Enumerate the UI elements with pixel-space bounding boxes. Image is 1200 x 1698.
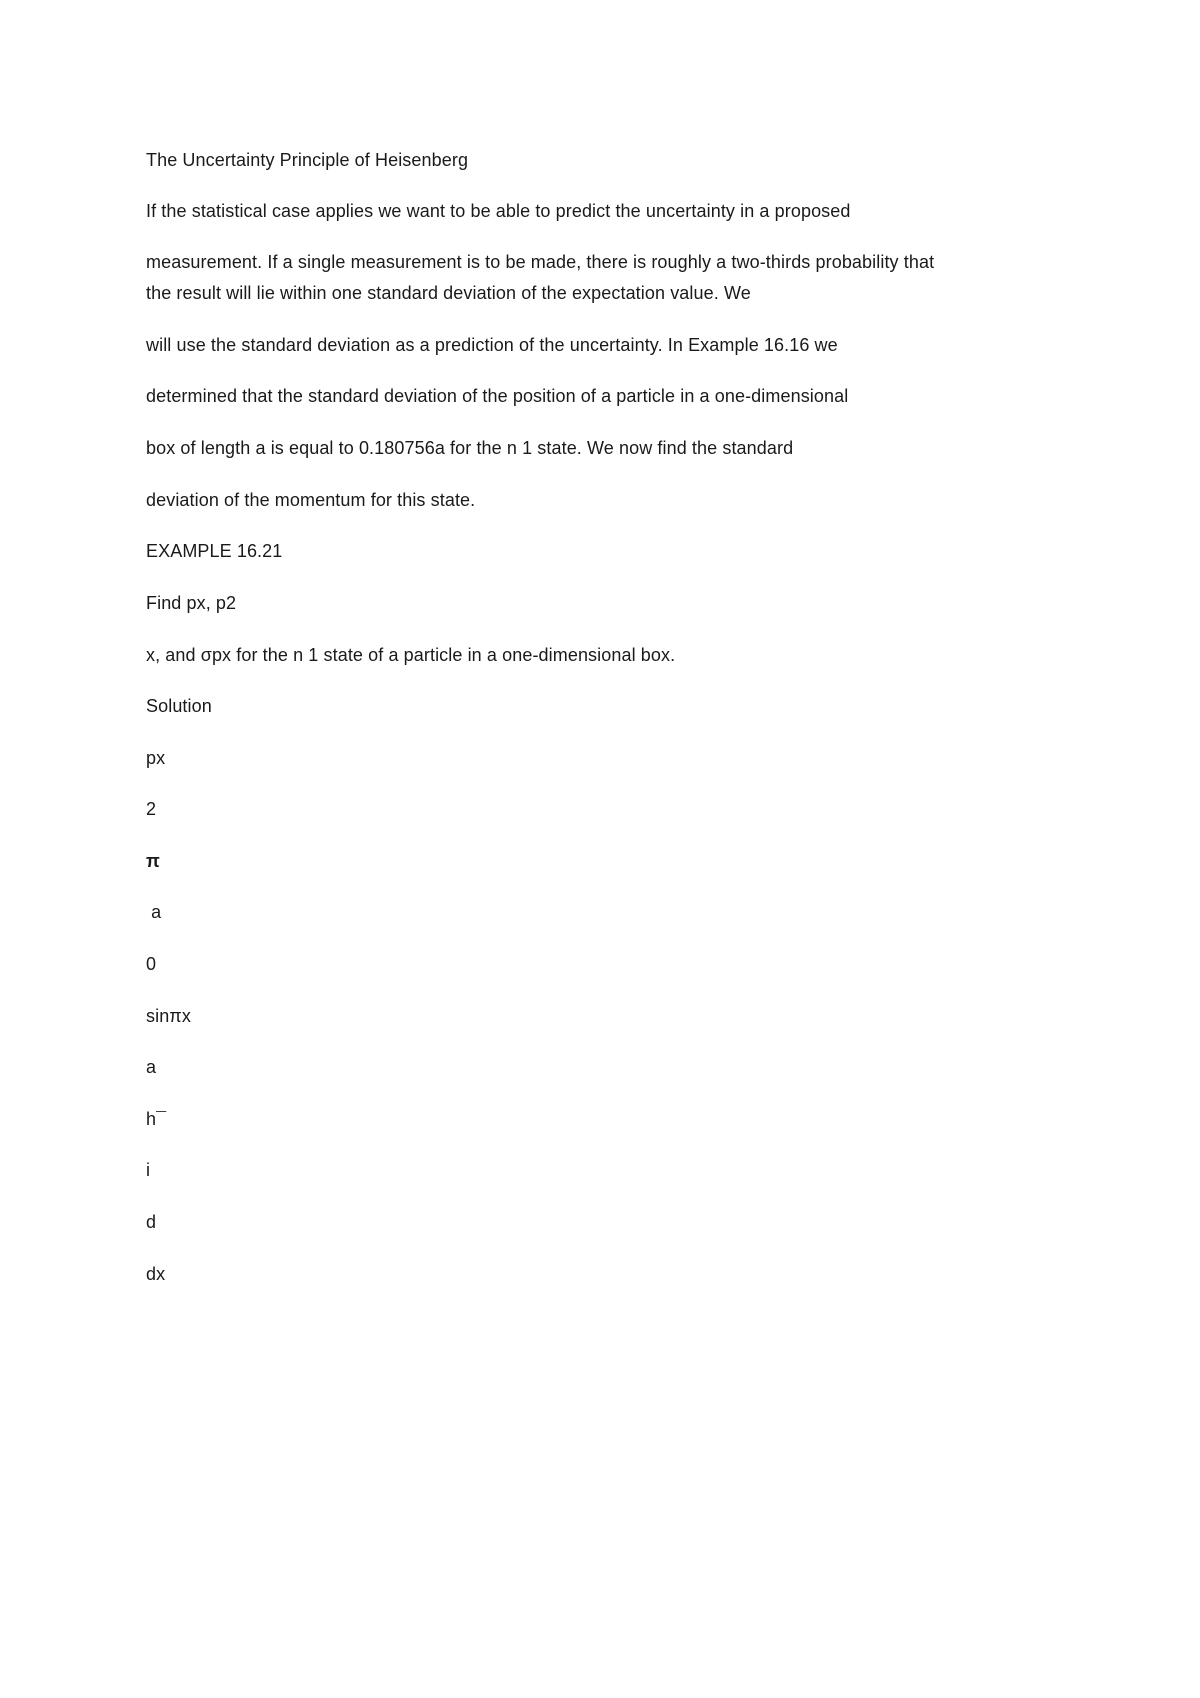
equation-fragment: a <box>146 902 162 922</box>
paragraph-line: deviation of the momentum for this state. <box>146 490 476 510</box>
paragraph-line: determined that the standard deviation of the position of a particle in a one-dimensional <box>146 386 849 406</box>
example-heading: EXAMPLE 16.21 <box>146 541 283 561</box>
equation-fragment: π <box>146 851 160 871</box>
example-line: x, and σpx for the n 1 state of a particle in a one-dimensional box. <box>146 645 676 665</box>
paragraph-line: the result will lie within one standard deviation of the expectation value. We <box>146 283 751 303</box>
equation-fragment: a <box>146 1057 157 1077</box>
paragraph-line: will use the standard deviation as a prediction of the uncertainty. In Example 16.16 we <box>146 335 838 355</box>
equation-fragment: 0 <box>146 954 157 974</box>
paragraph-line: box of length a is equal to 0.180756a for the n 1 state. We now find the standard <box>146 438 794 458</box>
paragraph-line: If the statistical case applies we want to be able to predict the uncertainty in a proposed <box>146 201 851 221</box>
equation-fragment: 2 <box>146 799 157 819</box>
equation-fragment: i <box>146 1160 151 1180</box>
solution-label: Solution <box>146 696 212 716</box>
document-title: The Uncertainty Principle of Heisenberg <box>146 150 469 170</box>
paragraph-line: measurement. If a single measurement is to be made, there is roughly a two-thirds probability that <box>146 252 935 272</box>
equation-fragment: px <box>146 748 166 768</box>
equation-fragment: dx <box>146 1264 166 1284</box>
equation-fragment: h¯ <box>146 1109 167 1129</box>
equation-fragment: sinπx <box>146 1006 191 1026</box>
equation-fragment: d <box>146 1212 157 1232</box>
example-line: Find px, p2 <box>146 593 237 613</box>
